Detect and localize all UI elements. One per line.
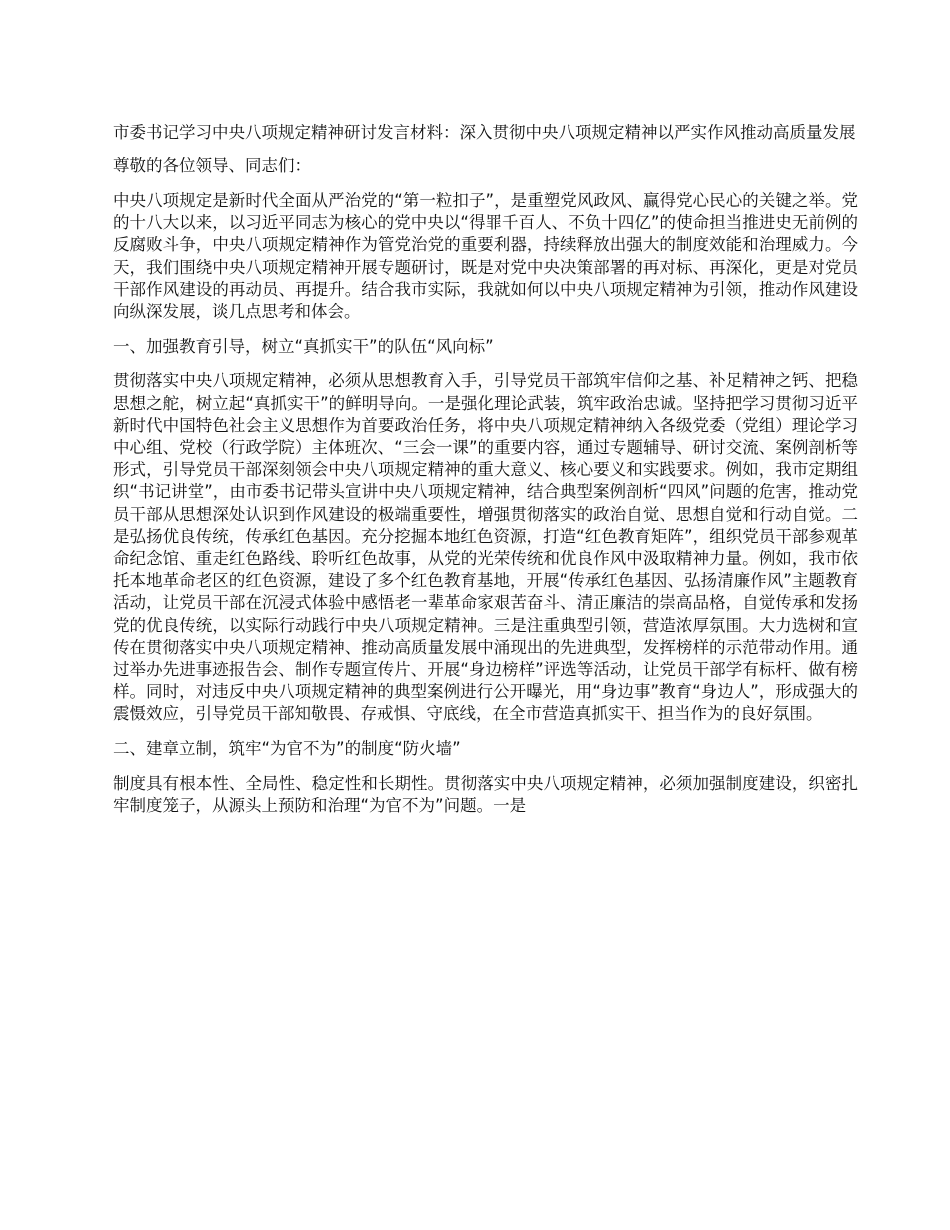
section-1-body: 贯彻落实中央八项规定精神，必须从思想教育入手，引导党员干部筑牢信仰之基、补足精神之钙、把稳思想之舵，树立起“真抓实干”的鲜明导向。一是强化理论武装，筑牢政治忠诚。坚持把学习贯彻习近平新时代中国特色社会主义思想作为首要政治任务，将中央八项规定精神纳入各级党委（党组）理论学习中心组、党校（行政学院）主体班次、“三会一课”的重要内容，通过专题辅导、研讨交流、案例剖析等形式，引导党员干部深刻领会中央八项规定精神的重大意义、核心要义和实践要求。例如，我市定期组织“书记讲堂”，由市委书记带头宣讲中央八项规定精神，结合典型案例剖析“四风”问题的危害，推动党员干部从思想深处认识到作风建设的极端重要性，增强贯彻落实的政治自觉、思想自觉和行动自觉。二是弘扬优良传统，传承红色基因。充分挖掘本地红色资源，打造“红色教育矩阵”，组织党员干部参观革命纪念馆、重走红色路线、聆听红色故事，从党的光荣传统和优良作风中汲取精神力量。例如，我市依托本地革命老区的红色资源，建设了多个红色教育基地，开展“传承红色基因、弘扬清廉作风”主题教育活动，让党员干部在沉浸式体验中感悟老一辈革命家艰苦奋斗、清正廉洁的崇高品格，自觉传承和发扬党的优良传统，以实际行动践行中央八项规定精神。三是注重典型引领，营造浓厚氛围。大力选树和宣传在贯彻落实中央八项规定精神、推动高质量发展中涌现出的先进典型，发挥榜样的示范带动作用。通过举办先进事迹报告会、制作专题宣传片、开展“身边榜样”评选等活动，让党员干部学有标杆、做有榜样。同时，对违反中央八项规定精神的典型案例进行公开曝光，用“身边事”教育“身边人”，形成强大的震慑效应，引导党员干部知敬畏、存戒惧、守底线，在全市营造真抓实干、担当作为的良好氛围。 — [113, 371, 858, 724]
salutation: 尊敬的各位领导、同志们： — [113, 156, 311, 176]
intro-paragraph: 中央八项规定是新时代全面从严治党的“第一粒扣子”，是重塑党风政风、赢得党心民心的关键之举。党的十八大以来，以习近平同志为核心的党中央以“得罪千百人、不负十四亿”的使命担当推进史无前例的反腐败斗争，中央八项规定精神作为管党治党的重要利器，持续释放出强大的制度效能和治理威力。今天，我们围绕中央八项规定精神开展专题研讨，既是对党中央决策部署的再对标、再深化，更是对党员干部作风建设的再动员、再提升。结合我市实际，我就如何以中央八项规定精神为引领，推动作风建设向纵深发展，谈几点思考和体会。 — [113, 190, 858, 321]
document-page — [113, 122, 858, 830]
document-title: 市委书记学习中央八项规定精神研讨发言材料：深入贯彻中央八项规定精神以严实作风推动高质量发展 — [113, 123, 856, 142]
section-1-heading: 一、加强教育引导，树立“真抓实干”的队伍“风向标” — [113, 336, 494, 356]
section-2-body: 制度具有根本性、全局性、稳定性和长期性。贯彻落实中央八项规定精神，必须加强制度建设，织密扎牢制度笼子，从源头上预防和治理“为官不为”问题。一是 — [113, 773, 858, 815]
section-2-heading: 二、建章立制，筑牢“为官不为”的制度“防火墙” — [113, 739, 461, 759]
